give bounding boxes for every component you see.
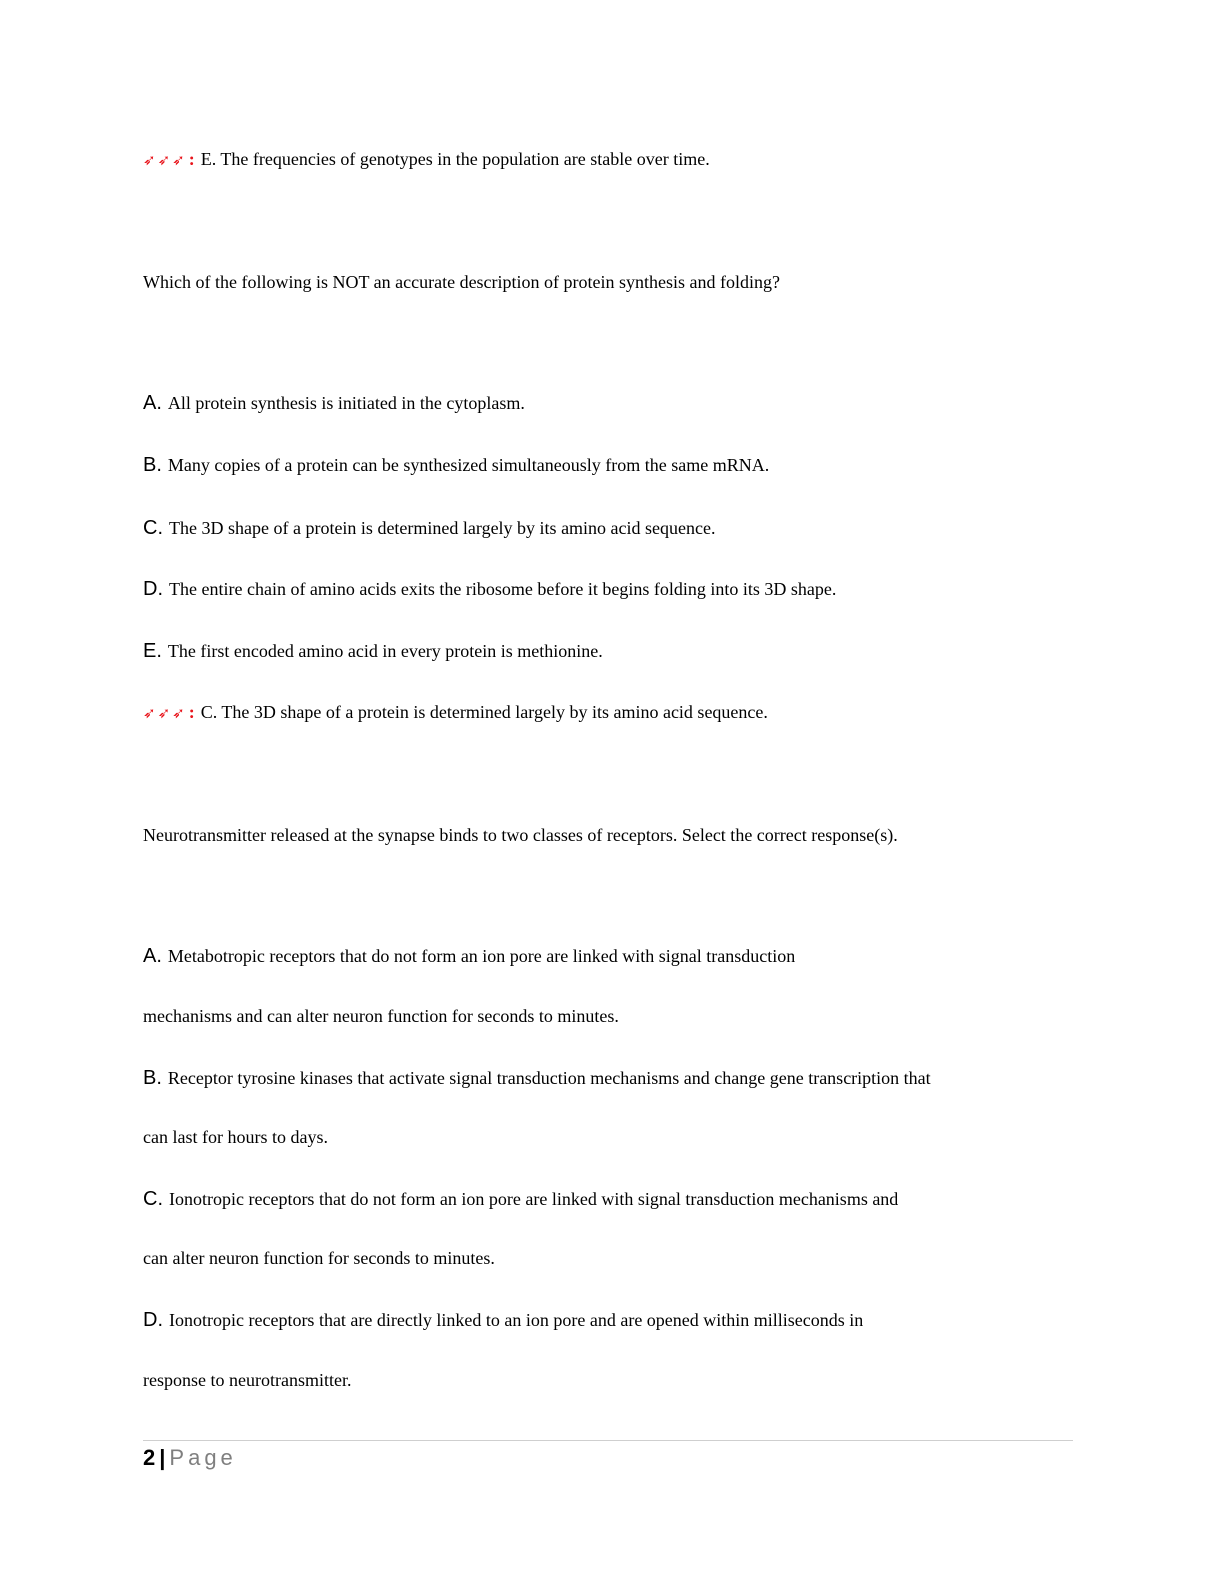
page-footer	[143, 1444, 237, 1472]
question-3-option-d-cont: response to neurotransmitter.	[143, 1370, 352, 1390]
question-3-stem: Neurotransmitter released at the synapse binds to two classes of receptors. Select the correct response(s).	[143, 825, 898, 845]
question-3-option-c-cont: can alter neuron function for seconds to minutes.	[143, 1248, 495, 1268]
option-text: Ionotropic receptors that are directly linked to an ion pore and are opened within milliseconds in	[169, 1310, 864, 1330]
question-2-option-b	[143, 454, 769, 476]
answer-colon: :	[188, 149, 195, 169]
option-letter: C.	[143, 1188, 163, 1210]
question-2-option-e	[143, 640, 603, 662]
option-text: The 3D shape of a protein is determined largely by its amino acid sequence.	[169, 518, 716, 538]
prev-answer-line	[143, 148, 710, 171]
question-2-option-a	[143, 392, 525, 414]
question-2-answer-text: C. The 3D shape of a protein is determined largely by its amino acid sequence.	[200, 702, 768, 722]
question-3-option-b	[143, 1067, 931, 1089]
page-number: 2	[143, 1445, 156, 1470]
option-letter: A.	[143, 945, 162, 967]
page-label: Page	[169, 1445, 237, 1470]
question-2-answer-line	[143, 701, 768, 724]
question-3-option-a-cont: mechanisms and can alter neuron function for seconds to minutes.	[143, 1006, 619, 1026]
option-letter: B.	[143, 454, 162, 476]
answer-marker-icon: ➶➶➶	[143, 151, 187, 169]
question-2-stem: Which of the following is NOT an accurate description of protein synthesis and folding?	[143, 272, 781, 292]
question-2-option-c	[143, 517, 716, 539]
option-text: Ionotropic receptors that do not form an ion pore are linked with signal transduction mechanisms and	[169, 1189, 899, 1209]
option-letter: B.	[143, 1067, 162, 1089]
option-text: All protein synthesis is initiated in the cytoplasm.	[167, 393, 525, 413]
question-3-option-a	[143, 945, 795, 967]
question-3-option-c	[143, 1188, 898, 1210]
option-text: The entire chain of amino acids exits the ribosome before it begins folding into its 3D shape.	[169, 579, 837, 599]
answer-colon: :	[188, 702, 195, 722]
footer-divider	[143, 1440, 1073, 1441]
prev-answer-text: E. The frequencies of genotypes in the population are stable over time.	[200, 149, 710, 169]
option-letter: D.	[143, 578, 163, 600]
option-letter: A.	[143, 392, 162, 414]
footer-separator: |	[159, 1445, 166, 1470]
option-text: Receptor tyrosine kinases that activate signal transduction mechanisms and change gene transcription that	[167, 1068, 931, 1088]
option-letter: C.	[143, 517, 163, 539]
question-3-option-d	[143, 1309, 863, 1331]
question-2-option-d	[143, 578, 836, 600]
question-3-option-b-cont: can last for hours to days.	[143, 1127, 328, 1147]
option-letter: E.	[143, 640, 162, 662]
option-text: Many copies of a protein can be synthesized simultaneously from the same mRNA.	[167, 455, 770, 475]
option-text: The first encoded amino acid in every protein is methionine.	[167, 641, 603, 661]
option-letter: D.	[143, 1309, 163, 1331]
answer-marker-icon: ➶➶➶	[143, 704, 187, 722]
option-text: Metabotropic receptors that do not form an ion pore are linked with signal transduction	[167, 946, 796, 966]
